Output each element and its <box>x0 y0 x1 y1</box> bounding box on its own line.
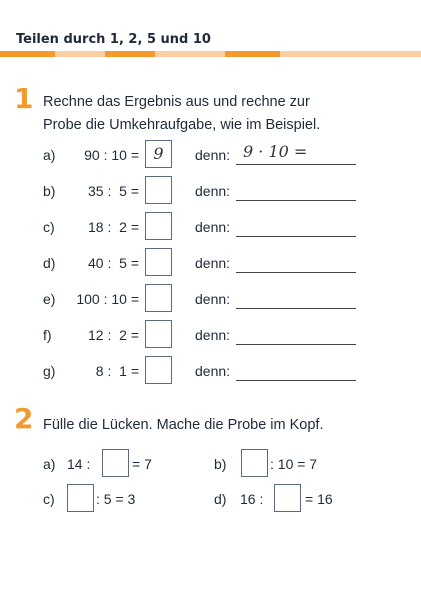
denn-label: denn: <box>195 147 231 163</box>
task1-row <box>0 212 421 242</box>
task2-item-d <box>0 484 421 514</box>
row-label: d) <box>43 255 56 271</box>
task2-item-label: d) <box>214 491 227 507</box>
answer-line[interactable] <box>236 344 356 345</box>
handwritten-check: 9 · 10 = <box>243 142 308 161</box>
answer-line[interactable] <box>236 164 356 165</box>
row-label: a) <box>43 147 56 163</box>
answer-line[interactable] <box>236 272 356 273</box>
task2-item-before: 14 : <box>67 456 91 472</box>
row-expression: 100 : 10 = <box>76 291 139 307</box>
header-bar-segment <box>225 51 280 57</box>
header-bar-segment <box>55 51 105 57</box>
task1-instruction-line2: Probe die Umkehraufgabe, wie im Beispiel. <box>43 117 321 133</box>
task2-item-label: c) <box>43 491 55 507</box>
row-label: g) <box>43 363 56 379</box>
denn-label: denn: <box>195 219 231 235</box>
answer-line[interactable] <box>236 308 356 309</box>
task2-instruction: Fülle die Lücken. Mache die Probe im Kopf. <box>43 417 324 433</box>
task1-row <box>0 356 421 386</box>
row-label: c) <box>43 219 55 235</box>
task2-item-after: : 5 = 3 <box>96 491 136 507</box>
answer-line[interactable] <box>236 200 356 201</box>
task1-row <box>0 284 421 314</box>
answer-box[interactable] <box>145 176 172 204</box>
task2-item-label: a) <box>43 456 56 472</box>
answer-box[interactable] <box>145 284 172 312</box>
row-expression: 90 : 10 = <box>84 147 139 163</box>
answer-box[interactable] <box>241 449 268 477</box>
row-expression: 18 : 2 = <box>88 219 139 235</box>
row-label: b) <box>43 183 56 199</box>
task2-item-after: : 10 = 7 <box>270 456 318 472</box>
task2-item-after: = 7 <box>132 456 152 472</box>
task2-item-after: = 16 <box>305 491 333 507</box>
answer-box[interactable] <box>145 248 172 276</box>
header-bar-segment <box>280 51 421 57</box>
row-expression: 12 : 2 = <box>88 327 139 343</box>
answer-box[interactable]: 9 <box>145 140 172 168</box>
header-bar-segment <box>105 51 155 57</box>
task2-item-b <box>0 449 421 479</box>
task1-row <box>0 140 421 170</box>
answer-box[interactable] <box>145 356 172 384</box>
task1-instruction-line1: Rechne das Ergebnis aus und rechne zur <box>43 94 310 110</box>
denn-label: denn: <box>195 363 231 379</box>
answer-box[interactable] <box>274 484 301 512</box>
answer-box[interactable] <box>145 212 172 240</box>
header-bar-segment <box>0 51 55 57</box>
row-expression: 35 : 5 = <box>88 183 139 199</box>
denn-label: denn: <box>195 327 231 343</box>
answer-line[interactable] <box>236 380 356 381</box>
row-expression: 8 : 1 = <box>95 363 139 379</box>
header-bar-segment <box>155 51 225 57</box>
denn-label: denn: <box>195 255 231 271</box>
row-label: e) <box>43 291 56 307</box>
task1-row <box>0 176 421 206</box>
task1-row <box>0 320 421 350</box>
task1-number: 1 <box>14 82 34 115</box>
task1-row <box>0 248 421 278</box>
header-color-bar <box>0 51 421 57</box>
denn-label: denn: <box>195 183 231 199</box>
answer-box[interactable] <box>145 320 172 348</box>
row-label: f) <box>43 327 52 343</box>
task2-item-before: 16 : <box>240 491 264 507</box>
task1-instruction <box>43 91 320 137</box>
task2-number: 2 <box>14 402 34 435</box>
row-expression: 40 : 5 = <box>88 255 139 271</box>
task2-item-label: b) <box>214 456 227 472</box>
answer-line[interactable] <box>236 236 356 237</box>
denn-label: denn: <box>195 291 231 307</box>
page-header-title: Teilen durch 1, 2, 5 und 10 <box>16 32 211 47</box>
